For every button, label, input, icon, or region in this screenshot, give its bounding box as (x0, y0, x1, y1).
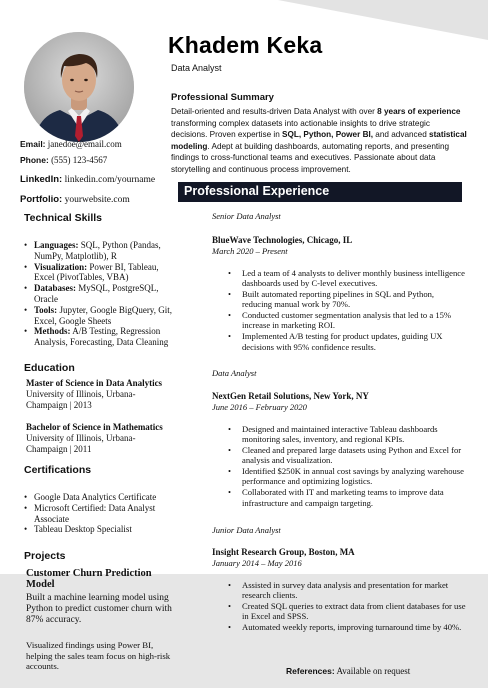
job-bullet: • Cleaned and prepared large datasets using Python and Excel for analysis and visualization. (228, 445, 466, 466)
portrait-image (24, 32, 134, 142)
phone-value: (555) 123-4567 (51, 155, 108, 165)
job-bullet: • Designed and maintained interactive Tableau dashboards monitoring sales, inventory, and regional KPIs. (228, 424, 466, 445)
job-company: NextGen Retail Solutions, New York, NY (212, 391, 369, 401)
job-bullet: • Created SQL queries to extract data from client databases for use in Excel and SPSS. (228, 601, 466, 622)
references-label: References: (286, 666, 335, 676)
portfolio-link[interactable]: yourwebsite.com (64, 195, 130, 205)
job-bullets (228, 268, 466, 352)
job-dates: March 2020 – Present (212, 246, 288, 256)
summary-heading: Professional Summary (171, 92, 274, 103)
job-bullet: • Led a team of 4 analysts to deliver monthly business intelligence dashboards used by C-level executives. (228, 268, 466, 289)
education-heading: Education (24, 362, 75, 374)
technical-skills-list (24, 240, 174, 348)
certifications-heading: Certifications (24, 464, 92, 476)
experience-heading: Professional Experience (184, 184, 330, 198)
project-description: Built a machine learning model using Python to predict customer churn with 87% accuracy. (26, 593, 172, 625)
summary-text: Detail-oriented and results-driven Data Analyst with over 8 years of experience transforming complex datasets into actionable insights to drive strategic decisions. Proven expertise in SQL, Python, Power BI, and advanced statistical modeling. Adept at building dashboards, automating reports, and presenting findings to cross-functional teams and executives. Passionate about data storytelling and continuous process improvement. (171, 107, 467, 174)
contact-email: Email: janedoe@email.com (20, 139, 122, 149)
candidate-name: Khadem Keka (168, 32, 323, 58)
contact-portfolio: Portfolio: yourwebsite.com (20, 194, 130, 205)
certifications-list (24, 492, 174, 535)
job-bullets (228, 580, 466, 633)
job-dates: June 2016 – February 2020 (212, 402, 307, 412)
skill-item: • Methods: A/B Testing, Regression Analysis, Forecasting, Data Cleaning (24, 326, 174, 348)
certification-item: • Microsoft Certified: Data Analyst Associate (24, 503, 174, 525)
linkedin-link[interactable]: linkedin.com/yourname (64, 175, 156, 185)
experience-header-bar (178, 182, 462, 202)
profile-photo (24, 32, 134, 142)
job-bullet: • Built automated reporting pipelines in SQL and Python, reducing manual work by 70%. (228, 289, 466, 310)
degree: Bachelor of Science in Mathematics (26, 422, 163, 432)
education-item (26, 378, 176, 410)
job-bullet: • Assisted in survey data analysis and presentation for market research clients. (228, 580, 466, 601)
job-bullets (228, 424, 466, 508)
references-text: Available on request (336, 666, 411, 676)
contact-phone: Phone: (555) 123-4567 (20, 155, 108, 165)
job-bullet: • Collaborated with IT and marketing teams to improve data infrastructure and campaign targeting. (228, 487, 466, 508)
technical-skills-heading: Technical Skills (24, 212, 103, 224)
project-details: Visualized findings using Power BI, helping the sales team focus on high-risk accounts. (26, 640, 171, 671)
job-bullet: • Identified $250K in annual cost savings by analyzing warehouse performance and optimizing logistics. (228, 466, 466, 487)
job-bullet: • Automated weekly reports, improving turnaround time by 40%. (228, 622, 466, 632)
job-bullet: • Implemented A/B testing for product updates, guiding UX decisions with 95% confidence results. (228, 331, 466, 352)
job-bullet: • Conducted customer segmentation analysis that led to a 15% increase in marketing ROI. (228, 310, 466, 331)
references (286, 666, 410, 676)
contact-linkedin: LinkedIn: linkedin.com/yourname (20, 174, 156, 185)
education-item (26, 422, 176, 454)
certification-item: • Tableau Desktop Specialist (24, 524, 174, 535)
skill-item: • Languages: SQL, Python (Pandas, NumPy, Matplotlib), R (24, 240, 174, 262)
job-company: Insight Research Group, Boston, MA (212, 547, 355, 557)
certification-item: • Google Data Analytics Certificate (24, 492, 174, 503)
job-role: Senior Data Analyst (212, 211, 281, 221)
school: University of Illinois, Urbana-Champaign | 2011 (26, 432, 136, 454)
job-dates: January 2014 – May 2016 (212, 558, 302, 568)
job-role: Data Analyst (212, 368, 257, 378)
school: University of Illinois, Urbana-Champaign | 2013 (26, 388, 136, 410)
skill-item: • Tools: Jupyter, Google BigQuery, Git, Excel, Google Sheets (24, 305, 174, 327)
job-company: BlueWave Technologies, Chicago, IL (212, 235, 353, 245)
job-role: Junior Data Analyst (212, 525, 281, 535)
skill-item: • Visualization: Power BI, Tableau, Excel (PivotTables, VBA) (24, 262, 174, 284)
skill-item: • Databases: MySQL, PostgreSQL, Oracle (24, 283, 174, 305)
email-value[interactable]: janedoe@email.com (47, 139, 122, 149)
job-title: Data Analyst (171, 63, 222, 73)
degree: Master of Science in Data Analytics (26, 378, 163, 388)
projects-heading: Projects (24, 550, 66, 562)
project-title: Customer Churn Prediction Model (26, 568, 152, 590)
